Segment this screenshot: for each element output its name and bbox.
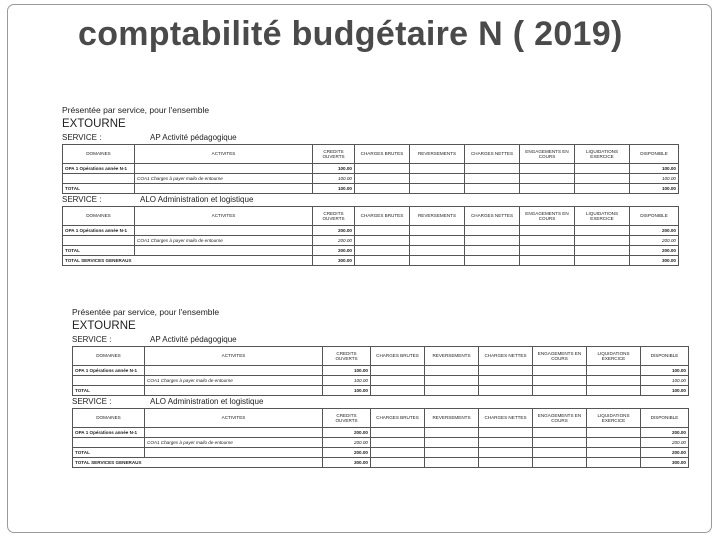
table-row: [63, 164, 679, 174]
cell-domain: TOTAL: [73, 386, 145, 396]
presented-text: Présentée par service, pour l'ensemble: [72, 307, 220, 317]
service-label: SERVICE :: [72, 397, 112, 406]
cell-disponible: 100.00: [641, 386, 689, 396]
header-liquidations: LIQUIDATIONS EXERCICE: [575, 207, 630, 226]
table-header-row: [63, 207, 679, 226]
service-line-alo: [72, 396, 688, 408]
cell-disponible: 200.00: [630, 246, 679, 256]
extourne-heading: EXTOURNE: [72, 320, 136, 332]
cell-domain: TOTAL: [63, 246, 135, 256]
service-line-alo: [62, 194, 678, 206]
header-credits-ouverts: CREDITS OUVERTS: [313, 207, 355, 226]
header-domaines: DOMAINES: [73, 409, 145, 428]
header-disponible: DISPONIBLE: [630, 207, 679, 226]
cell-disponible: 100.00: [630, 184, 679, 194]
header-charges-nettes: CHARGES NETTES: [465, 207, 520, 226]
service-label: SERVICE :: [62, 133, 102, 142]
cell-activity: COA1 Charges à payer mailo de entourne: [145, 438, 323, 448]
table-row-grand-total: [73, 458, 689, 468]
header-charges-nettes: CHARGES NETTES: [479, 347, 533, 366]
presented-text: Présentée par service, pour l'ensemble: [62, 105, 210, 115]
header-charges-brutes: CHARGES BRUTES: [355, 207, 410, 226]
cell-credits: 200.00: [323, 448, 371, 458]
cell-credits: 200.00: [323, 428, 371, 438]
header-engagements: ENGAGEMENTS EN COURS: [520, 145, 575, 164]
cell-domain: [73, 376, 145, 386]
cell-credits: 100.00: [323, 376, 371, 386]
cell-domain: OPA 1 Opérations année N-1: [63, 164, 135, 174]
cell-credits: 100.00: [323, 366, 371, 376]
cell-activity: [145, 366, 323, 376]
cell-activity: [145, 448, 323, 458]
service-label: SERVICE :: [72, 335, 112, 344]
cell-domain: [63, 174, 135, 184]
header-reversements: REVERSEMENTS: [425, 409, 479, 428]
cell-credits: 200.00: [313, 246, 355, 256]
header-credits-ouverts: CREDITS OUVERTS: [323, 409, 371, 428]
cell-disponible: 200.00: [630, 226, 679, 236]
header-charges-brutes: CHARGES BRUTES: [371, 409, 425, 428]
cell-activity: [135, 226, 313, 236]
table-row-total: [63, 184, 679, 194]
cell-domain: OPA 1 Opérations année N-1: [73, 366, 145, 376]
table-row-total: [73, 448, 689, 458]
header-reversements: REVERSEMENTS: [410, 145, 465, 164]
table-header-row: [63, 145, 679, 164]
cell-domain: TOTAL SERVICES GENERAUX: [63, 256, 313, 266]
header-engagements: ENGAGEMENTS EN COURS: [520, 207, 575, 226]
service-line-ap: [72, 334, 688, 346]
service-label: SERVICE :: [62, 195, 102, 204]
service-name: ALO Administration et logistique: [140, 195, 254, 204]
extourne-heading: EXTOURNE: [62, 118, 126, 130]
cell-disponible: 100.00: [630, 174, 679, 184]
header-activites: ACTIVITES: [135, 145, 313, 164]
header-engagements: ENGAGEMENTS EN COURS: [533, 409, 587, 428]
cell-activity: COA1 Charges à payer mailo de entourne: [135, 236, 313, 246]
header-disponible: DISPONIBLE: [641, 347, 689, 366]
cell-credits: 100.00: [323, 386, 371, 396]
cell-activity: [145, 386, 323, 396]
cell-activity: COA1 Charges à payer mailo de entourne: [145, 376, 323, 386]
header-charges-brutes: CHARGES BRUTES: [371, 347, 425, 366]
header-credits-ouverts: CREDITS OUVERTS: [313, 145, 355, 164]
header-domaines: DOMAINES: [73, 347, 145, 366]
cell-credits: 200.00: [313, 226, 355, 236]
cell-activity: COA1 Charges à payer mailo de entourne: [135, 174, 313, 184]
header-engagements: ENGAGEMENTS EN COURS: [533, 347, 587, 366]
header-reversements: REVERSEMENTS: [425, 347, 479, 366]
header-liquidations: LIQUIDATIONS EXERCICE: [575, 145, 630, 164]
cell-domain: TOTAL: [73, 448, 145, 458]
cell-disponible: 100.00: [641, 366, 689, 376]
table-header-row: [73, 347, 689, 366]
budget-table-alo: [72, 408, 689, 468]
cell-disponible: 200.00: [641, 438, 689, 448]
header-charges-nettes: CHARGES NETTES: [479, 409, 533, 428]
header-liquidations: LIQUIDATIONS EXERCICE: [587, 409, 641, 428]
cell-credits: 200.00: [323, 438, 371, 448]
cell-disponible: 300.00: [641, 458, 689, 468]
cell-credits: 100.00: [313, 164, 355, 174]
header-activites: ACTIVITES: [145, 409, 323, 428]
header-charges-brutes: CHARGES BRUTES: [355, 145, 410, 164]
cell-activity: [135, 184, 313, 194]
cell-credits: 100.00: [313, 174, 355, 184]
cell-credits: 300.00: [313, 256, 355, 266]
cell-credits: 200.00: [313, 236, 355, 246]
cell-domain: OPA 1 Opérations année N-1: [63, 226, 135, 236]
header-domaines: DOMAINES: [63, 207, 135, 226]
header-activites: ACTIVITES: [135, 207, 313, 226]
table-row: [73, 366, 689, 376]
cell-domain: TOTAL SERVICES GENERAUX: [73, 458, 323, 468]
header-disponible: DISPONIBLE: [641, 409, 689, 428]
service-name: AP Activité pédagogique: [150, 133, 237, 142]
report-block-2: [72, 306, 688, 468]
table-row: [63, 236, 679, 246]
header-reversements: REVERSEMENTS: [410, 207, 465, 226]
cell-disponible: 100.00: [641, 376, 689, 386]
header-activites: ACTIVITES: [145, 347, 323, 366]
cell-domain: [63, 236, 135, 246]
table-row-total: [63, 246, 679, 256]
service-name: ALO Administration et logistique: [150, 397, 264, 406]
cell-domain: TOTAL: [63, 184, 135, 194]
table-row: [73, 438, 689, 448]
budget-table-ap: [72, 346, 689, 396]
report-block-1: [62, 104, 678, 266]
cell-credits: 300.00: [323, 458, 371, 468]
cell-disponible: 300.00: [630, 256, 679, 266]
table-row: [63, 174, 679, 184]
header-charges-nettes: CHARGES NETTES: [465, 145, 520, 164]
table-row-grand-total: [63, 256, 679, 266]
table-row: [63, 226, 679, 236]
budget-table-ap: [62, 144, 679, 194]
header-credits-ouverts: CREDITS OUVERTS: [323, 347, 371, 366]
cell-disponible: 200.00: [641, 448, 689, 458]
header-disponible: DISPONIBLE: [630, 145, 679, 164]
table-row: [73, 376, 689, 386]
cell-disponible: 100.00: [630, 164, 679, 174]
table-row-total: [73, 386, 689, 396]
cell-domain: OPA 1 Opérations année N-1: [73, 428, 145, 438]
budget-table-alo: [62, 206, 679, 266]
cell-disponible: 200.00: [641, 428, 689, 438]
cell-disponible: 200.00: [630, 236, 679, 246]
cell-activity: [145, 428, 323, 438]
cell-activity: [135, 246, 313, 256]
cell-domain: [73, 438, 145, 448]
cell-activity: [135, 164, 313, 174]
header-domaines: DOMAINES: [63, 145, 135, 164]
slide-title: comptabilité budgétaire N ( 2019): [78, 15, 623, 53]
service-line-ap: [62, 132, 678, 144]
table-header-row: [73, 409, 689, 428]
service-name: AP Activité pédagogique: [150, 335, 237, 344]
header-liquidations: LIQUIDATIONS EXERCICE: [587, 347, 641, 366]
cell-credits: 100.00: [313, 184, 355, 194]
table-row: [73, 428, 689, 438]
